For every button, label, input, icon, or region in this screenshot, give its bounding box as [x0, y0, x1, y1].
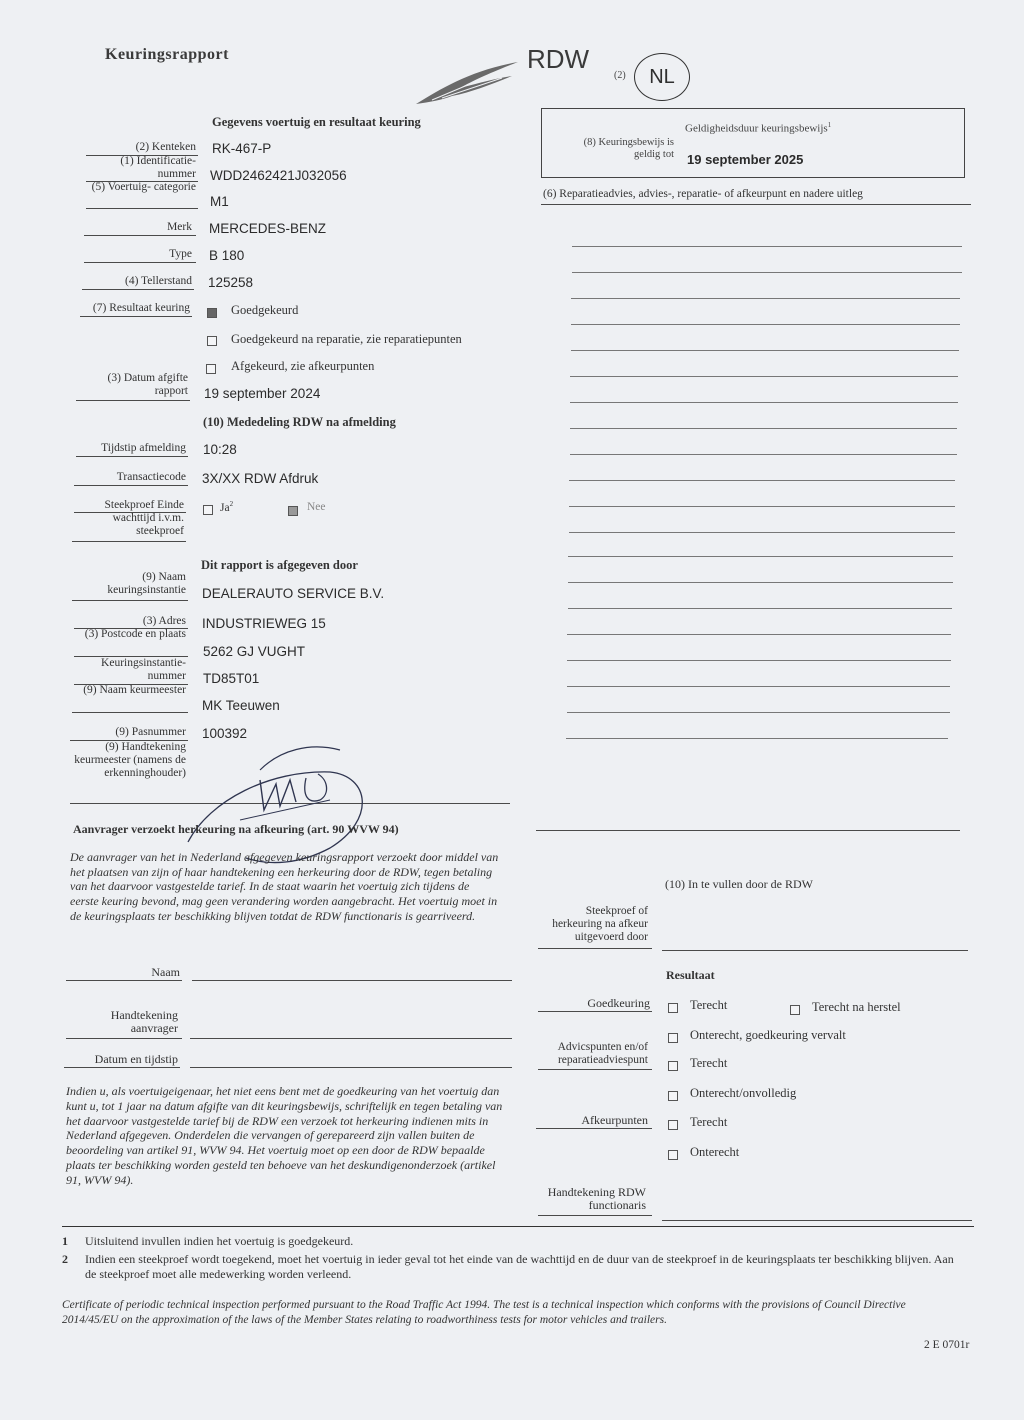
- advice-writing-line[interactable]: [570, 428, 957, 429]
- pass-label: (9) Pasnummer: [115, 726, 186, 738]
- result-approved-checkbox[interactable]: [207, 308, 217, 318]
- advice-writing-line[interactable]: [569, 532, 955, 533]
- advice-writing-line[interactable]: [570, 454, 957, 455]
- advice-writing-line[interactable]: [568, 556, 953, 557]
- rdw-signature-label: Handtekening RDW functionaris: [547, 1185, 646, 1212]
- advice-writing-line[interactable]: [567, 634, 951, 635]
- kenteken-value: RK-467-P: [212, 141, 272, 156]
- issuer-name-label: (9) Naam keuringsinstantie: [107, 571, 186, 596]
- reject-incorrect-checkbox[interactable]: [668, 1150, 678, 1160]
- address-value: INDUSTRIEWEG 15: [202, 616, 326, 631]
- inspector-value: MK Teeuwen: [202, 698, 280, 713]
- signature-label: (9) Handtekening keurmeester (namens de erkenninghouder): [74, 741, 186, 779]
- datetime-label-underline: [64, 1067, 180, 1068]
- name-label-underline: [66, 980, 182, 981]
- advice-writing-line[interactable]: [569, 506, 955, 507]
- advice-writing-line[interactable]: [571, 350, 959, 351]
- footnote-1-text: Uitsluitend invullen indien het voertuig is goedgekeurd.: [85, 1234, 354, 1248]
- tellerstand-underline: [82, 289, 194, 290]
- pass-value: 100392: [202, 726, 248, 741]
- advice-writing-line[interactable]: [572, 246, 962, 247]
- applicant-signature-label: Handtekening aanvrager: [110, 1008, 178, 1035]
- advice-correct-text: Terecht: [690, 1056, 728, 1070]
- notice-heading: (10) Mededeling RDW na afmelding: [203, 415, 396, 429]
- validity-date: 19 september 2025: [687, 152, 804, 167]
- approval-after-repair-checkbox[interactable]: [790, 1005, 800, 1015]
- name-label: Naam: [151, 965, 180, 979]
- categorie-underline: [86, 208, 198, 209]
- issuer-name-underline: [72, 600, 188, 601]
- advice-writing-line[interactable]: [569, 480, 955, 481]
- sample-label: Steekproef Einde wachttijd i.v.m. steekproef: [104, 499, 184, 537]
- categorie-value: M1: [210, 194, 229, 209]
- postcode-value: 5262 GJ VUGHT: [203, 644, 306, 659]
- sample-no-text: Nee: [307, 501, 326, 513]
- issuer-name-value: DEALERAUTO SERVICE B.V.: [202, 586, 385, 601]
- reject-incorrect-text: Onterecht: [690, 1145, 740, 1159]
- rdw-sample-label: Steekproef of herkeuring na afkeur uitgevoerd door: [552, 905, 648, 943]
- owner-reinspection-text: Indien u, als voertuigeigenaar, het niet eens bent met de goedkeuring van het voertuig dan kunt u, tot 1 jaar na datum afgifte van dit keuringsbewijs, schriftelijk en tegen betaling van het daarvoor vastgestelde tarief bij de RDW een verzoek tot herkeuring indienen mits in Nederland afgegeven. Onderdelen die vervangen of gerepareerd zijn vallen buiten de beoordeling van artikel 91, WVW 94. Het voertuig moet op een door de RDW bepaalde plaats ter beschikking worden gesteld ten behoeve van het deskundigenonderzoek (artikel 91, WVW 94).: [66, 1084, 503, 1187]
- instance-number-label: Keuringsinstantie- nummer: [101, 657, 186, 682]
- validity-title: Geldigheidsduur keuringsbewijs$^1$: [685, 121, 832, 135]
- transaction-value: 3X/XX RDW Afdruk: [202, 471, 319, 486]
- country-badge: NL: [634, 53, 690, 101]
- type-underline: [84, 262, 196, 263]
- result-approved-text: Goedgekeurd: [231, 303, 299, 317]
- advice-points-label-underline: [538, 1069, 652, 1070]
- result-repair-checkbox[interactable]: [207, 336, 217, 346]
- rdw-wordmark: RDW: [527, 44, 590, 74]
- instance-number-value: TD85T01: [203, 671, 260, 686]
- result-rejected-text: Afgekeurd, zie afkeurpunten: [231, 359, 375, 373]
- sample-yes-text: Ja$^2$: [220, 500, 234, 514]
- merk-label: Merk: [167, 221, 192, 233]
- advice-writing-line[interactable]: [567, 712, 950, 713]
- inspector-underline: [72, 712, 188, 713]
- merk-underline: [84, 235, 196, 236]
- reinspection-text: De aanvrager van het in Nederland afgegeven keuringsrapport verzoekt door middel van het plaatsen van zijn of haar handtekening een herkeuring door de RDW, tegen betaling van het daarvoor vastgestelde tarief. In de staat waarin het voertuig zich tijdens de eerste keuring bevond, mag geen verandering worden aangebracht. Het voertuig moet in de keuringsplaats ter beschikking blijven totdat de RDW functionaris is gearriveerd.: [70, 850, 499, 923]
- advice-writing-line[interactable]: [572, 272, 962, 273]
- address-label: (3) Adres: [142, 615, 186, 627]
- advice-writing-line[interactable]: [566, 738, 948, 739]
- applicant-signature-label-underline: [66, 1038, 182, 1039]
- advice-underline: [541, 204, 971, 205]
- approval-label-underline: [538, 1011, 652, 1012]
- tellerstand-label: (4) Tellerstand: [124, 275, 192, 287]
- certificate-text: Certificate of periodic technical inspection performed pursuant to the Road Traffic Act 1994. The test is a technical inspection which conforms with the provisions of Council Directive 2014/45/EU on the approximation of the laws of the Member States relating to roadworthiness tests for motor vehicles and trailers.: [62, 1299, 906, 1326]
- reject-points-label: Afkeurpunten: [581, 1113, 648, 1127]
- result-underline: [80, 316, 192, 317]
- approval-correct-checkbox[interactable]: [668, 1003, 678, 1013]
- sample-no-checkbox[interactable]: [288, 506, 298, 516]
- advice-writing-line[interactable]: [570, 402, 958, 403]
- time-label: Tijdstip afmelding: [101, 442, 186, 454]
- inspector-label: (9) Naam keurmeester: [83, 684, 186, 696]
- transaction-underline: [74, 485, 188, 486]
- rdw-result-heading: Resultaat: [666, 968, 715, 982]
- advice-label: (6) Reparatieadvies, advies-, reparatie- of afkeurpunt en nadere uitleg: [543, 188, 863, 200]
- advice-writing-line[interactable]: [567, 660, 951, 661]
- datetime-input-line[interactable]: [190, 1067, 512, 1068]
- approval-incorrect-checkbox[interactable]: [668, 1033, 678, 1043]
- name-input-line[interactable]: [192, 980, 512, 981]
- applicant-signature-input-line[interactable]: [190, 1038, 512, 1039]
- categorie-label: (5) Voertuig- categorie: [91, 181, 196, 193]
- advice-writing-line[interactable]: [567, 686, 950, 687]
- footnote-separator: [62, 1226, 974, 1227]
- issuer-heading: Dit rapport is afgegeven door: [201, 558, 358, 572]
- advice-writing-line[interactable]: [571, 298, 960, 299]
- merk-value: MERCEDES-BENZ: [209, 221, 327, 236]
- date-value: 19 september 2024: [204, 386, 321, 401]
- rdw-sample-input-line[interactable]: [662, 950, 968, 951]
- time-underline: [76, 456, 188, 457]
- date-underline: [76, 400, 190, 401]
- advice-writing-line[interactable]: [568, 582, 953, 583]
- validity-label: (8) Keuringsbewijs is geldig tot: [583, 137, 674, 160]
- approval-incorrect-text: Onterecht, goedkeuring vervalt: [690, 1028, 846, 1042]
- approval-after-repair-text: Terecht na herstel: [812, 1000, 901, 1014]
- footnote-2-text: Indien een steekproef wordt toegekend, moet het voertuig in ieder geval tot het einde van de wachttijd en de duur van de steekproef in de keuringsplaats ter beschikking blijven. Aan de steekproef moet alle medewerking worden verleend.: [85, 1252, 954, 1281]
- rdw-signature-label-underline: [538, 1215, 652, 1216]
- reject-correct-checkbox[interactable]: [668, 1120, 678, 1130]
- country-note: (2): [614, 70, 626, 81]
- approval-label: Goedkeuring: [587, 996, 650, 1010]
- date-label: (3) Datum afgifte rapport: [107, 372, 188, 397]
- footnote-1-number: 1: [62, 1234, 68, 1248]
- reject-points-label-underline: [536, 1128, 652, 1129]
- time-value: 10:28: [203, 442, 237, 457]
- report-title: Keuringsrapport: [105, 46, 229, 63]
- advice-writing-line[interactable]: [570, 376, 958, 377]
- advice-writing-line[interactable]: [568, 608, 952, 609]
- form-code: 2 E 0701r: [924, 1339, 970, 1351]
- advice-incomplete-text: Onterecht/onvolledig: [690, 1086, 797, 1100]
- identificatie-value: WDD2462421J032056: [210, 168, 347, 183]
- result-label: (7) Resultaat keuring: [92, 302, 190, 314]
- rdw-sample-label-underline: [538, 948, 652, 949]
- result-repair-text: Goedgekeurd na reparatie, zie reparatiepunten: [231, 332, 462, 346]
- postcode-label: (3) Postcode en plaats: [84, 628, 186, 640]
- datetime-label: Datum en tijdstip: [94, 1052, 178, 1066]
- advice-writing-line[interactable]: [571, 324, 960, 325]
- reinspection-heading: Aanvrager verzoekt herkeuring na afkeuring (art. 90 WVW 94): [73, 822, 399, 836]
- advice-points-label: Advicspunten en/of reparatieadviespunt: [557, 1041, 648, 1066]
- transaction-label: Transactiecode: [116, 471, 186, 483]
- rdw-section-top-line: [536, 830, 960, 831]
- sample-underline-2: [72, 541, 186, 542]
- vehicle-heading: Gegevens voertuig en resultaat keuring: [212, 115, 421, 129]
- type-value: B 180: [209, 248, 245, 263]
- advice-correct-checkbox[interactable]: [668, 1061, 678, 1071]
- footnote-2-number: 2: [62, 1252, 68, 1266]
- result-rejected-checkbox[interactable]: [206, 364, 216, 374]
- rdw-signature-input-line[interactable]: [662, 1220, 972, 1221]
- identificatie-label: (1) Identificatie- nummer: [120, 155, 196, 180]
- sample-yes-checkbox[interactable]: [203, 505, 213, 515]
- approval-correct-text: Terecht: [690, 998, 728, 1012]
- tellerstand-value: 125258: [208, 275, 254, 290]
- kenteken-label: (2) Kenteken: [135, 141, 196, 153]
- rdw-section-heading: (10) In te vullen door de RDW: [665, 877, 813, 891]
- type-label: Type: [169, 248, 192, 260]
- advice-incomplete-checkbox[interactable]: [668, 1091, 678, 1101]
- rdw-logo-icon: [412, 58, 522, 106]
- reject-correct-text: Terecht: [690, 1115, 728, 1129]
- validity-box: [541, 108, 965, 178]
- sample-underline-1: [74, 512, 186, 513]
